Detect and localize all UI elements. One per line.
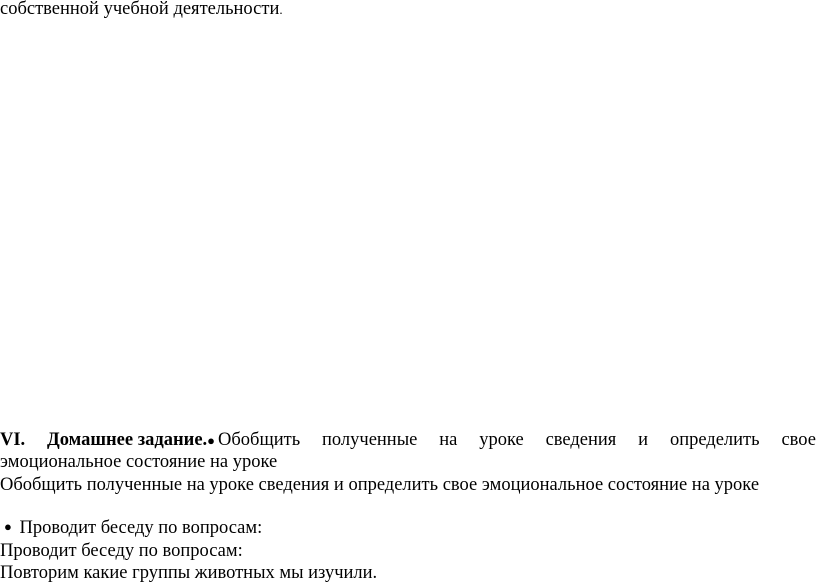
homework-word: свое [781, 430, 816, 450]
homework-title: Домашнее задание. [47, 430, 208, 450]
question-line: Повторим какие группы животных мы изучили. [0, 563, 378, 583]
homework-word: сведения [545, 430, 617, 450]
conversation-repeat-line: Проводит беседу по вопросам: [0, 541, 243, 561]
homework-word: и [638, 430, 649, 450]
homework-heading [47, 429, 300, 452]
bullet-icon: ● [207, 433, 216, 448]
homework-word: определить [669, 430, 760, 450]
intro-line [0, 0, 283, 21]
homework-repeat-line: Обобщить полученные на уроке сведения и определить свое эмоциональное состояние на уроке [0, 475, 760, 495]
homework-line-2: эмоциональное состояние на уроке [0, 452, 278, 472]
conversation-bullet-text: Проводит беседу по вопросам: [19, 518, 263, 538]
bullet-icon: ● [4, 519, 12, 534]
homework-word: Обобщить [218, 430, 301, 450]
intro-text: собственной учебной деятельности [0, 0, 280, 19]
section-number: VI. [0, 430, 26, 450]
homework-word: полученные [322, 430, 418, 450]
conversation-bullet-line [4, 516, 262, 539]
homework-heading-line [0, 429, 816, 452]
homework-word: на [439, 430, 458, 450]
homework-word: уроке [479, 430, 524, 450]
intro-end-mark: . [279, 2, 283, 17]
